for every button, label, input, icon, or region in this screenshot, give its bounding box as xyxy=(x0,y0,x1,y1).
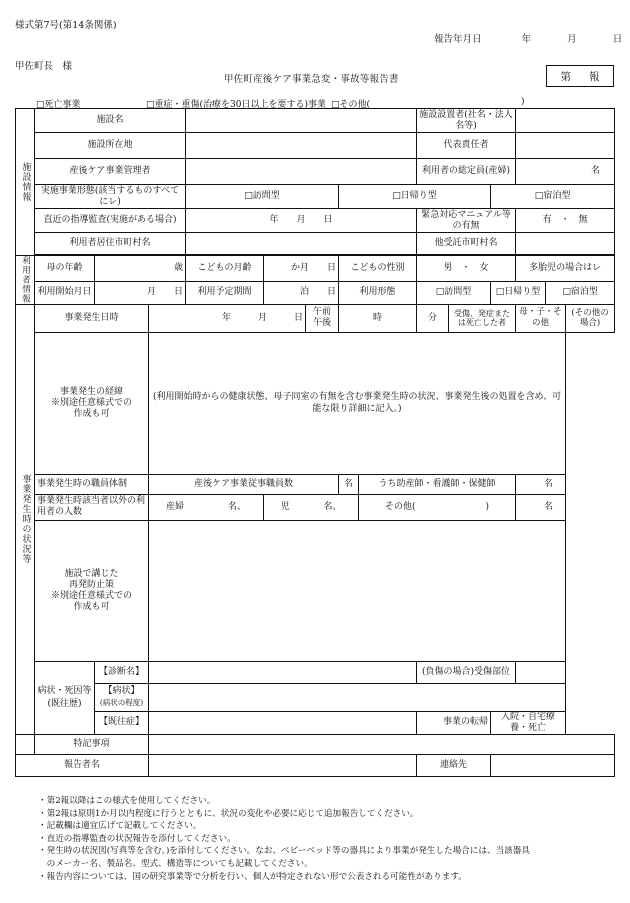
checkbox-icon xyxy=(392,191,401,201)
audit-date-input[interactable]: 年 月 日 xyxy=(186,209,417,233)
reporter-name-input[interactable] xyxy=(149,754,417,776)
use-form-label: 利用形態 xyxy=(339,282,417,304)
child-sex-label: こどもの性別 xyxy=(339,256,417,282)
facility-address-label: 施設所在地 xyxy=(35,133,186,159)
staff-breakdown-label: うち助産師・看護師・保健師 xyxy=(359,474,516,494)
checkbox-icon xyxy=(436,287,445,297)
incident-hour[interactable]: 時 xyxy=(339,304,417,332)
checkbox-other[interactable]: □ その他( xyxy=(331,97,370,110)
report-number-suffix: 報 xyxy=(589,70,600,83)
document-title: 甲佐町産後ケア事業急変・事故等報告書 xyxy=(224,74,399,85)
other-users-others[interactable]: その他( ) xyxy=(359,494,516,520)
report-form-table xyxy=(15,108,615,777)
checkbox-form-day[interactable]: □ 日帰り型 xyxy=(339,185,491,209)
note-item: ・第2報は原則1か月以内程度に行うとともに、状況の変化や必要に応じて追加報告してください。 xyxy=(38,808,419,819)
business-form-label: 実施事業形態(該当するものすべてにレ) xyxy=(35,185,186,209)
audit-label: 直近の指導監査(実施がある場合) xyxy=(35,209,186,233)
report-date-day: 日 xyxy=(612,34,623,45)
history-input[interactable] xyxy=(149,711,417,734)
other-close-paren: ) xyxy=(521,97,525,107)
contact-input[interactable] xyxy=(491,754,615,776)
form-number: 様式第7号(第14条関係) xyxy=(15,20,117,31)
incident-course-label: 事業発生の経緯 ※別途任意様式での 作成も可 xyxy=(35,332,149,474)
staff-count-label: 産後ケア事業従事職員数 xyxy=(149,474,339,494)
incident-minute[interactable]: 分 xyxy=(417,304,449,332)
mother-age-label: 母の年齢 xyxy=(35,256,95,282)
facility-address-input[interactable] xyxy=(186,133,417,159)
staff-count-unit[interactable]: 名 xyxy=(339,474,359,494)
incident-section-label: 事業発生時の状況等 xyxy=(16,304,35,734)
user-city-label: 利用者居住市町村名 xyxy=(35,233,186,255)
unit-label: 名 xyxy=(591,166,601,176)
diagnosis-label: 【診断名】 xyxy=(95,661,149,683)
staff-label: 事業発生時の職員体制 xyxy=(35,474,149,494)
start-date-label: 利用開始月日 xyxy=(35,282,95,304)
incident-course-input[interactable]: (利用開始時からの健康状態、母子同室の有無を含む事業発生時の状況、事業発生後の処置を含め、可能な限り詳細に記入。) xyxy=(149,332,566,474)
prevention-input[interactable] xyxy=(149,520,566,661)
report-date xyxy=(434,31,622,45)
contact-label: 連絡先 xyxy=(417,754,491,776)
installer-label: 施設設置者(社名・法人名等) xyxy=(417,109,516,133)
checkbox-form-visit[interactable]: □ 訪問型 xyxy=(186,185,339,209)
checkbox-form-stay[interactable]: □ 宿泊型 xyxy=(491,185,615,209)
reporter-name-label: 報告者名 xyxy=(16,754,149,776)
prevention-label: 施設で講じた 再発防止策 ※別途任意様式での 作成も可 xyxy=(35,520,149,661)
user-city-input[interactable] xyxy=(186,233,417,255)
care-manager-label: 産後ケア事業管理者 xyxy=(35,159,186,185)
checkbox-use-stay[interactable]: □ 宿泊型 xyxy=(546,282,615,304)
note-item: のメーカー名、製品名、型式、構造等についても記載してください。 xyxy=(38,858,313,869)
child-sex-choice[interactable]: 男 ・ 女 xyxy=(417,256,516,282)
condition-label: 【病状】 (病状の程度) xyxy=(95,683,149,711)
remarks-input[interactable] xyxy=(149,734,615,754)
incident-date-input[interactable]: 年 月 日 xyxy=(149,304,306,332)
injury-part-input[interactable] xyxy=(516,661,566,683)
victim-label: 受傷、発症または死亡した者 xyxy=(449,304,516,332)
facility-name-label: 施設名 xyxy=(35,109,186,133)
other-city-input[interactable] xyxy=(516,233,615,255)
checkbox-icon xyxy=(562,287,571,297)
note-item: ・報告内容については、国の研究事業等で分析を行い、個人が特定されない形で公表される可能性があります。 xyxy=(38,871,467,882)
incident-datetime-label: 事業発生日時 xyxy=(35,304,149,332)
other-city-label: 他受託市町村名 xyxy=(417,233,516,255)
victim-other[interactable]: (その他の場合) xyxy=(566,304,615,332)
condition-input[interactable] xyxy=(149,683,566,711)
start-date-input[interactable]: 月 日 xyxy=(95,282,186,304)
planned-period-label: 利用予定期間 xyxy=(186,282,264,304)
checkbox-icon xyxy=(244,191,253,201)
mother-age-input[interactable]: 歳 xyxy=(95,256,186,282)
checkbox-serious[interactable]: □ 重症・重傷(治療を30日以上を要する)事業 xyxy=(146,97,326,110)
note-item: ・直近の指導監査の状況報告を添付してください。 xyxy=(38,833,236,844)
notes-list xyxy=(38,795,530,883)
planned-period-input[interactable]: 泊 日 xyxy=(264,282,339,304)
checkbox-use-visit[interactable]: □ 訪問型 xyxy=(417,282,491,304)
outcome-choice[interactable]: 入院・自宅療養・死亡 xyxy=(491,711,566,734)
total-capacity-label: 利用者の総定員(産婦) xyxy=(417,159,516,185)
multiple-birth-check[interactable]: 多胎児の場合はレ xyxy=(516,256,615,282)
report-number-box[interactable] xyxy=(546,65,614,87)
am-pm-choice[interactable]: 午前 午後 xyxy=(306,304,339,332)
note-item: ・発生時の状況図(写真等を含む。)を添付してください。なお、ベビーベッド等の器具により事業が発生した場合には、当該器具 xyxy=(38,846,530,857)
facility-section-label: 施設情報 xyxy=(16,109,35,256)
user-section-label: 利用者情報 xyxy=(16,256,35,305)
manual-label: 緊急対応マニュアル等の有無 xyxy=(417,209,516,233)
installer-input[interactable] xyxy=(516,109,615,133)
report-date-month: 月 xyxy=(567,34,577,45)
incident-section-tail xyxy=(16,734,35,754)
injury-part-label: (負傷の場合)受傷部位 xyxy=(417,661,516,683)
child-months-label: こどもの月齢 xyxy=(186,256,264,282)
care-manager-input[interactable] xyxy=(186,159,417,185)
other-users-label: 事業発生時該当者以外の利用者の人数 xyxy=(35,494,149,520)
manual-choice[interactable]: 有 ・ 無 xyxy=(516,209,615,233)
report-date-label: 報告年月日 xyxy=(434,34,482,45)
checkbox-use-day[interactable]: □ 日帰り型 xyxy=(491,282,546,304)
child-months-input[interactable]: か月 日 xyxy=(264,256,339,282)
remarks-label: 特記事項 xyxy=(35,734,149,754)
note-item: ・記載欄は適宜広げて記載してください。 xyxy=(38,821,202,832)
addressee: 甲佐町長 様 xyxy=(15,61,73,72)
facility-name-input[interactable] xyxy=(186,109,417,133)
other-users-children[interactable]: 児 名、 xyxy=(264,494,359,520)
note-item: ・第2報以降はこの様式を使用してください。 xyxy=(38,796,216,806)
report-date-year: 年 xyxy=(521,34,532,45)
outcome-label: 事業の転帰 xyxy=(417,711,491,734)
cause-label: 病状・死因等(既往歴) xyxy=(35,661,95,734)
history-label: 【既往症】 xyxy=(95,711,149,734)
other-users-unit: 名 xyxy=(516,494,566,520)
diagnosis-input[interactable] xyxy=(149,661,417,683)
staff-breakdown-unit[interactable]: 名 xyxy=(516,474,566,494)
representative-input[interactable] xyxy=(516,133,615,159)
total-capacity-input[interactable] xyxy=(516,159,615,185)
other-users-women[interactable]: 産婦 名、 xyxy=(149,494,264,520)
checkbox-death[interactable]: □ 死亡事業 xyxy=(36,97,81,110)
report-number-prefix: 第 xyxy=(560,70,571,83)
representative-label: 代表責任者 xyxy=(417,133,516,159)
victim-choice[interactable]: 母・子・その他 xyxy=(516,304,566,332)
